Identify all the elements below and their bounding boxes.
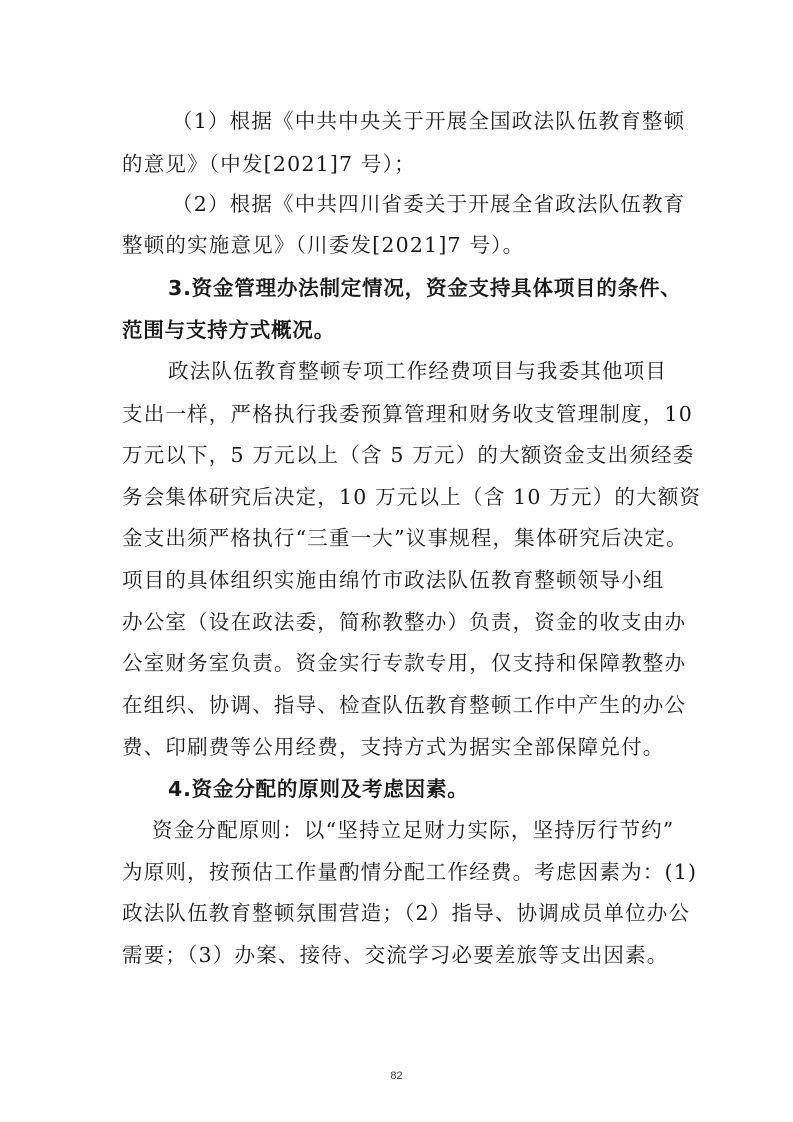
paragraph-line: 需要；（3）办案、接待、交流学习必要差旅等支出因素。 xyxy=(122,943,669,967)
paragraph-line: 资金分配原则：以“坚持立足财力实际，坚持厉行节约” xyxy=(152,818,675,842)
paragraph-line: 支出一样，严格执行我委预算管理和财务收支管理制度，10 xyxy=(122,402,693,426)
paragraph-line: 公室财务室负责。资金实行专款专用，仅支持和保障教整办 xyxy=(122,651,687,675)
section-heading-3-line-2: 范围与支持方式概况。 xyxy=(122,318,335,342)
basis-item-2-line-1: （2）根据《中共四川省委关于开展全省政法队伍教育 xyxy=(172,192,686,216)
paragraph-line: 政法队伍教育整顿氛围营造；（2）指导、协调成员单位办公 xyxy=(122,901,691,925)
section-heading-3-line-1: 3.资金管理办法制定情况，资金支持具体项目的条件、 xyxy=(168,276,682,300)
page-number: 82 xyxy=(390,1070,403,1082)
paragraph-line: 项目的具体组织实施由绵竹市政法队伍教育整顿领导小组 xyxy=(122,568,665,592)
paragraph-line: 费、印刷费等公用经费，支持方式为据实全部保障兑付。 xyxy=(122,735,665,759)
section-heading-4: 4.资金分配的原则及考虑因素。 xyxy=(168,777,469,801)
paragraph-line: 务会集体研究后决定，10 万元以上（含 10 万元）的大额资 xyxy=(122,485,702,509)
basis-item-2-line-2: 整顿的实施意见》（川委发[2021]7 号）。 xyxy=(122,233,525,257)
paragraph-line: 金支出须严格执行“三重一大”议事规程，集体研究后决定。 xyxy=(122,526,688,550)
basis-item-1-line-2: 的意见》（中发[2021]7 号）； xyxy=(122,152,416,176)
paragraph-line: 政法队伍教育整顿专项工作经费项目与我委其他项目 xyxy=(168,359,668,383)
paragraph-line: 在组织、协调、指导、检查队伍教育整顿工作中产生的办公 xyxy=(122,693,687,717)
paragraph-line: 为原则，按预估工作量酌情分配工作经费。考虑因素为：(1) xyxy=(122,860,698,884)
paragraph-line: 万元以下，5 万元以上（含 5 万元）的大额资金支出须经委 xyxy=(122,443,695,467)
paragraph-line: 办公室（设在政法委，简称教整办）负责，资金的收支由办 xyxy=(122,610,687,634)
basis-item-1-line-1: （1）根据《中共中央关于开展全国政法队伍教育整顿 xyxy=(172,109,686,133)
